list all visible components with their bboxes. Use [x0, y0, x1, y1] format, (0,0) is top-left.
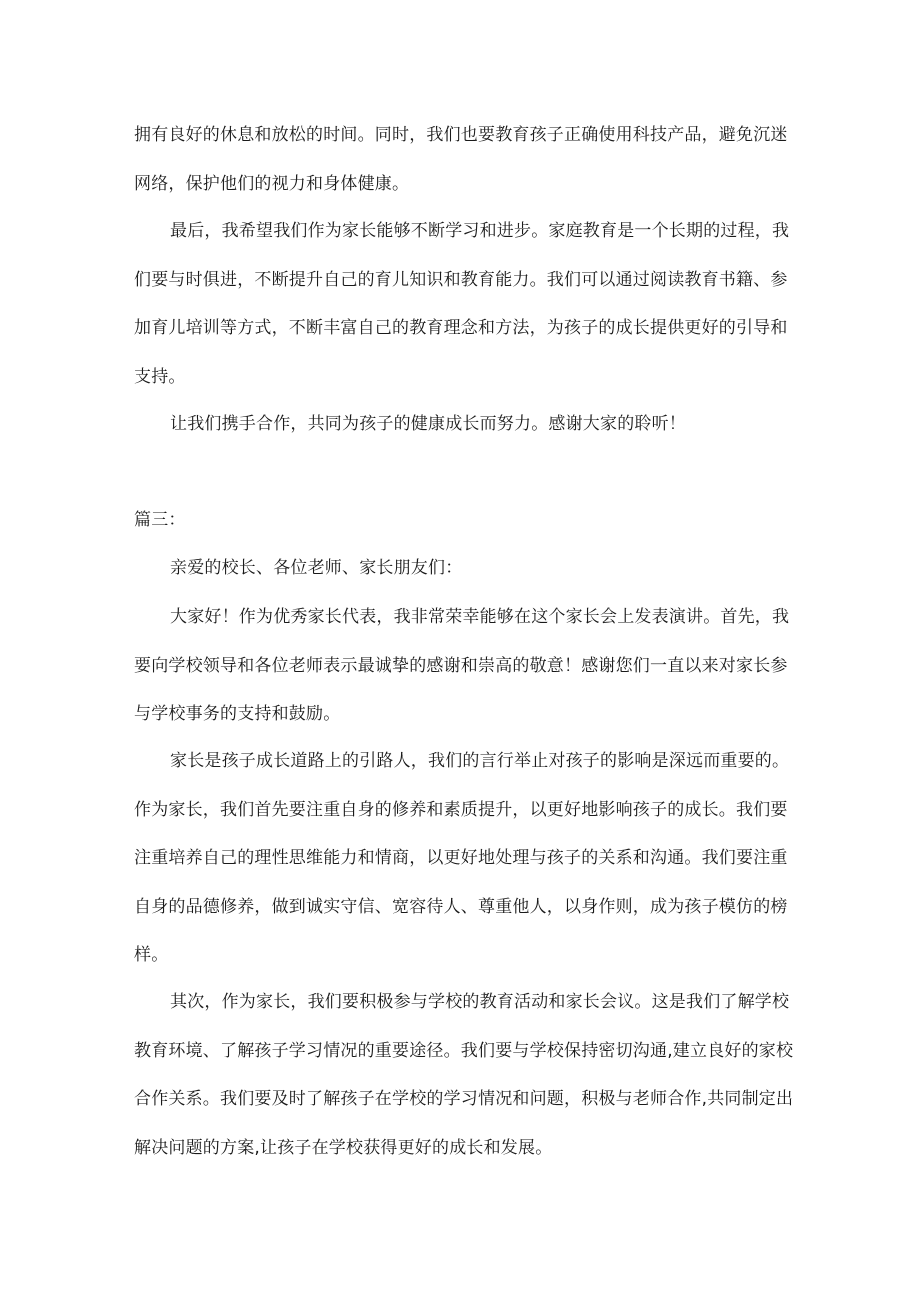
paragraph-parents-as-guides: 家长是孩子成长道路上的引路人，我们的言行举止对孩子的影响是深远而重要的。作为家长，我们首先要注重自身的修养和素质提升，以更好地影响孩子的成长。我们要注重培养自己的理性思维能力和情商，以更好地处理与孩子的关系和沟通。我们要注重自身的品德修养，做到诚实守信、宽容待人、尊重他人，以身作则，成为孩子模仿的榜样。 — [134, 751, 790, 965]
paragraph-salutation: 亲爱的校长、各位老师、家长朋友们： — [170, 558, 463, 578]
section-heading-part-three: 篇三： — [134, 510, 186, 530]
paragraph-parents-keep-learning: 最后，我希望我们作为家长能够不断学习和进步。家庭教育是一个长期的过程，我们要与时俱进，不断提升自己的育儿知识和教育能力。我们可以通过阅读教育书籍、参加育儿培训等方式，不断丰富自己的教育理念和方法，为孩子的成长提供更好的引导和支持。 — [134, 221, 790, 387]
paragraph-closing-thanks: 让我们携手合作，共同为孩子的健康成长而努力。感谢大家的聆听！ — [170, 414, 686, 434]
paragraph-greeting-and-gratitude: 大家好！作为优秀家长代表，我非常荣幸能够在这个家长会上发表演讲。首先，我要向学校领导和各位老师表示最诚挚的感谢和崇高的敬意！感谢您们一直以来对家长参与学校事务的支持和鼓励。 — [134, 607, 790, 724]
paragraph-rest-and-technology: 拥有良好的休息和放松的时间。同时，我们也要教育孩子正确使用科技产品，避免沉迷网络，保护他们的视力和身体健康。 — [134, 125, 788, 194]
paragraph-participate-in-school: 其次，作为家长，我们要积极参与学校的教育活动和家长会议。这是我们了解学校教育环境、了解孩子学习情况的重要途径。我们要与学校保持密切沟通,建立良好的家校合作关系。我们要及时了解孩子在学校的学习情况和问题，积极与老师合作,共同制定出解决问题的方案,让孩子在学校获得更好的成长和发展。 — [134, 992, 794, 1158]
